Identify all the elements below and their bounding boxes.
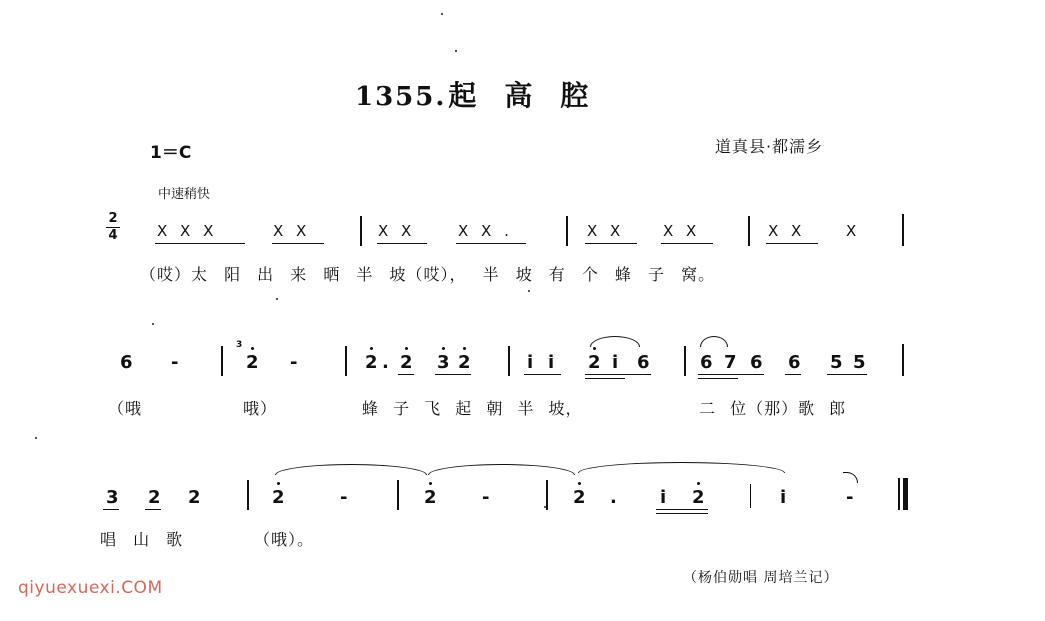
lyric-segment: 蜂 子 飞 起 朝 半 坡， bbox=[362, 399, 583, 418]
scan-speck bbox=[455, 50, 457, 52]
song-title bbox=[355, 74, 616, 114]
beam-line bbox=[155, 243, 245, 244]
lyric-segment: 哦） bbox=[243, 399, 278, 418]
meter-bottom: 4 bbox=[108, 228, 118, 243]
beam-line bbox=[272, 243, 324, 244]
note: i bbox=[527, 352, 534, 373]
beam-line-double bbox=[698, 378, 738, 379]
note: 6 bbox=[700, 352, 713, 373]
note: 2 bbox=[588, 352, 601, 373]
final-barline-thick bbox=[903, 478, 908, 510]
grace-note: 3 bbox=[236, 340, 243, 350]
upper-octave-dot bbox=[442, 347, 445, 350]
scan-speck bbox=[276, 298, 278, 300]
scan-speck bbox=[152, 323, 154, 325]
slur bbox=[275, 464, 427, 475]
barline bbox=[221, 346, 223, 376]
note: 2 bbox=[365, 352, 378, 373]
barline bbox=[360, 216, 362, 246]
barline bbox=[345, 346, 347, 376]
rhythm-group: X X bbox=[273, 222, 307, 240]
barline bbox=[566, 216, 568, 246]
barline bbox=[902, 214, 904, 246]
lyric-segment: （哦）。 bbox=[254, 530, 315, 549]
scan-speck bbox=[441, 13, 443, 15]
beam-line bbox=[377, 243, 427, 244]
beam-line bbox=[661, 243, 713, 244]
barline bbox=[397, 480, 399, 510]
dash: - bbox=[171, 352, 179, 373]
beam-line bbox=[585, 243, 637, 244]
barline bbox=[902, 344, 904, 376]
barline bbox=[546, 480, 548, 510]
upper-octave-dot bbox=[578, 482, 581, 485]
scan-speck bbox=[528, 290, 530, 292]
key-signature: 1＝C bbox=[150, 143, 192, 163]
upper-octave-dot bbox=[405, 347, 408, 350]
note: 6 bbox=[120, 352, 133, 373]
beam-line bbox=[398, 374, 414, 375]
note: 2 bbox=[424, 487, 437, 508]
note: 2 bbox=[148, 487, 161, 508]
song-origin: 道真县·都濡乡 bbox=[715, 137, 824, 156]
barline bbox=[247, 480, 249, 510]
beam-line bbox=[766, 243, 818, 244]
note: 2 bbox=[246, 352, 259, 373]
barline bbox=[748, 216, 750, 246]
note: 3 bbox=[437, 352, 450, 373]
slur bbox=[428, 464, 575, 475]
beam-line bbox=[785, 374, 801, 375]
title-number: 1355. bbox=[355, 82, 447, 112]
note: i bbox=[612, 352, 619, 373]
dash: - bbox=[846, 487, 854, 508]
slur bbox=[578, 462, 785, 473]
note: 2 bbox=[692, 487, 705, 508]
beam-line bbox=[656, 509, 708, 510]
barline bbox=[508, 346, 510, 376]
beam-line bbox=[698, 374, 764, 375]
breath-mark bbox=[843, 472, 858, 483]
note: 6 bbox=[750, 352, 763, 373]
upper-octave-dot bbox=[429, 482, 432, 485]
note: i bbox=[660, 487, 667, 508]
lyric-segment: 唱 山 歌 bbox=[100, 530, 184, 549]
scan-speck bbox=[35, 437, 37, 439]
upper-octave-dot bbox=[697, 482, 700, 485]
note: 3 bbox=[106, 487, 119, 508]
note: 6 bbox=[788, 352, 801, 373]
dash: - bbox=[290, 352, 298, 373]
beam-line bbox=[585, 374, 651, 375]
dash: - bbox=[340, 487, 348, 508]
time-signature bbox=[106, 212, 120, 243]
rhythm-group: X X X bbox=[157, 222, 214, 240]
note: 7 bbox=[724, 352, 737, 373]
performer-credit: （杨伯勋唱 周培兰记） bbox=[683, 570, 839, 586]
rhythm-group: X X . bbox=[458, 222, 509, 240]
note: i bbox=[780, 487, 787, 508]
upper-octave-dot bbox=[593, 347, 596, 350]
note: 2 bbox=[272, 487, 285, 508]
rhythm-group: X bbox=[846, 222, 857, 240]
beam-line bbox=[145, 509, 161, 510]
tempo-marking: 中速稍快 bbox=[158, 187, 211, 202]
beam-line bbox=[435, 374, 471, 375]
final-barline-thin bbox=[898, 478, 900, 510]
beam-line bbox=[524, 374, 561, 375]
scan-speck bbox=[544, 506, 546, 508]
beam-line-double bbox=[585, 378, 625, 379]
note: 5 bbox=[830, 352, 843, 373]
title-text: 起高腔 bbox=[448, 79, 617, 112]
meter-top: 2 bbox=[108, 211, 118, 226]
note: 6 bbox=[637, 352, 650, 373]
slur bbox=[700, 336, 728, 347]
rhythm-group: X X bbox=[378, 222, 412, 240]
beam-line bbox=[103, 509, 119, 510]
note: 5 bbox=[853, 352, 866, 373]
rhythm-group: X X bbox=[663, 222, 697, 240]
dot-duration: . bbox=[382, 352, 389, 373]
beam-line bbox=[456, 243, 526, 244]
lyric-segment: （哦 bbox=[108, 399, 143, 418]
lyric-line: （哎）太 阳 出 来 晒 半 坡（哎）， 半 坡 有 个 蜂 子 窝。 bbox=[140, 265, 716, 284]
beam-line-double bbox=[656, 513, 708, 514]
upper-octave-dot bbox=[251, 347, 254, 350]
note: 2 bbox=[188, 487, 201, 508]
watermark: qiyuexuexi.COM bbox=[18, 578, 163, 598]
barline bbox=[750, 484, 751, 508]
upper-octave-dot bbox=[463, 347, 466, 350]
rhythm-group: X X bbox=[768, 222, 802, 240]
upper-octave-dot bbox=[370, 347, 373, 350]
barline bbox=[684, 346, 686, 376]
note: 2 bbox=[573, 487, 586, 508]
note: i bbox=[548, 352, 555, 373]
lyric-segment: 二 位（那）歌 郎 bbox=[699, 399, 847, 418]
rhythm-group: X X bbox=[587, 222, 621, 240]
dash: - bbox=[482, 487, 490, 508]
note: 2 bbox=[458, 352, 471, 373]
slur bbox=[590, 336, 640, 347]
dot-duration: . bbox=[610, 487, 617, 508]
beam-line bbox=[827, 374, 867, 375]
note: 2 bbox=[400, 352, 413, 373]
upper-octave-dot bbox=[277, 482, 280, 485]
